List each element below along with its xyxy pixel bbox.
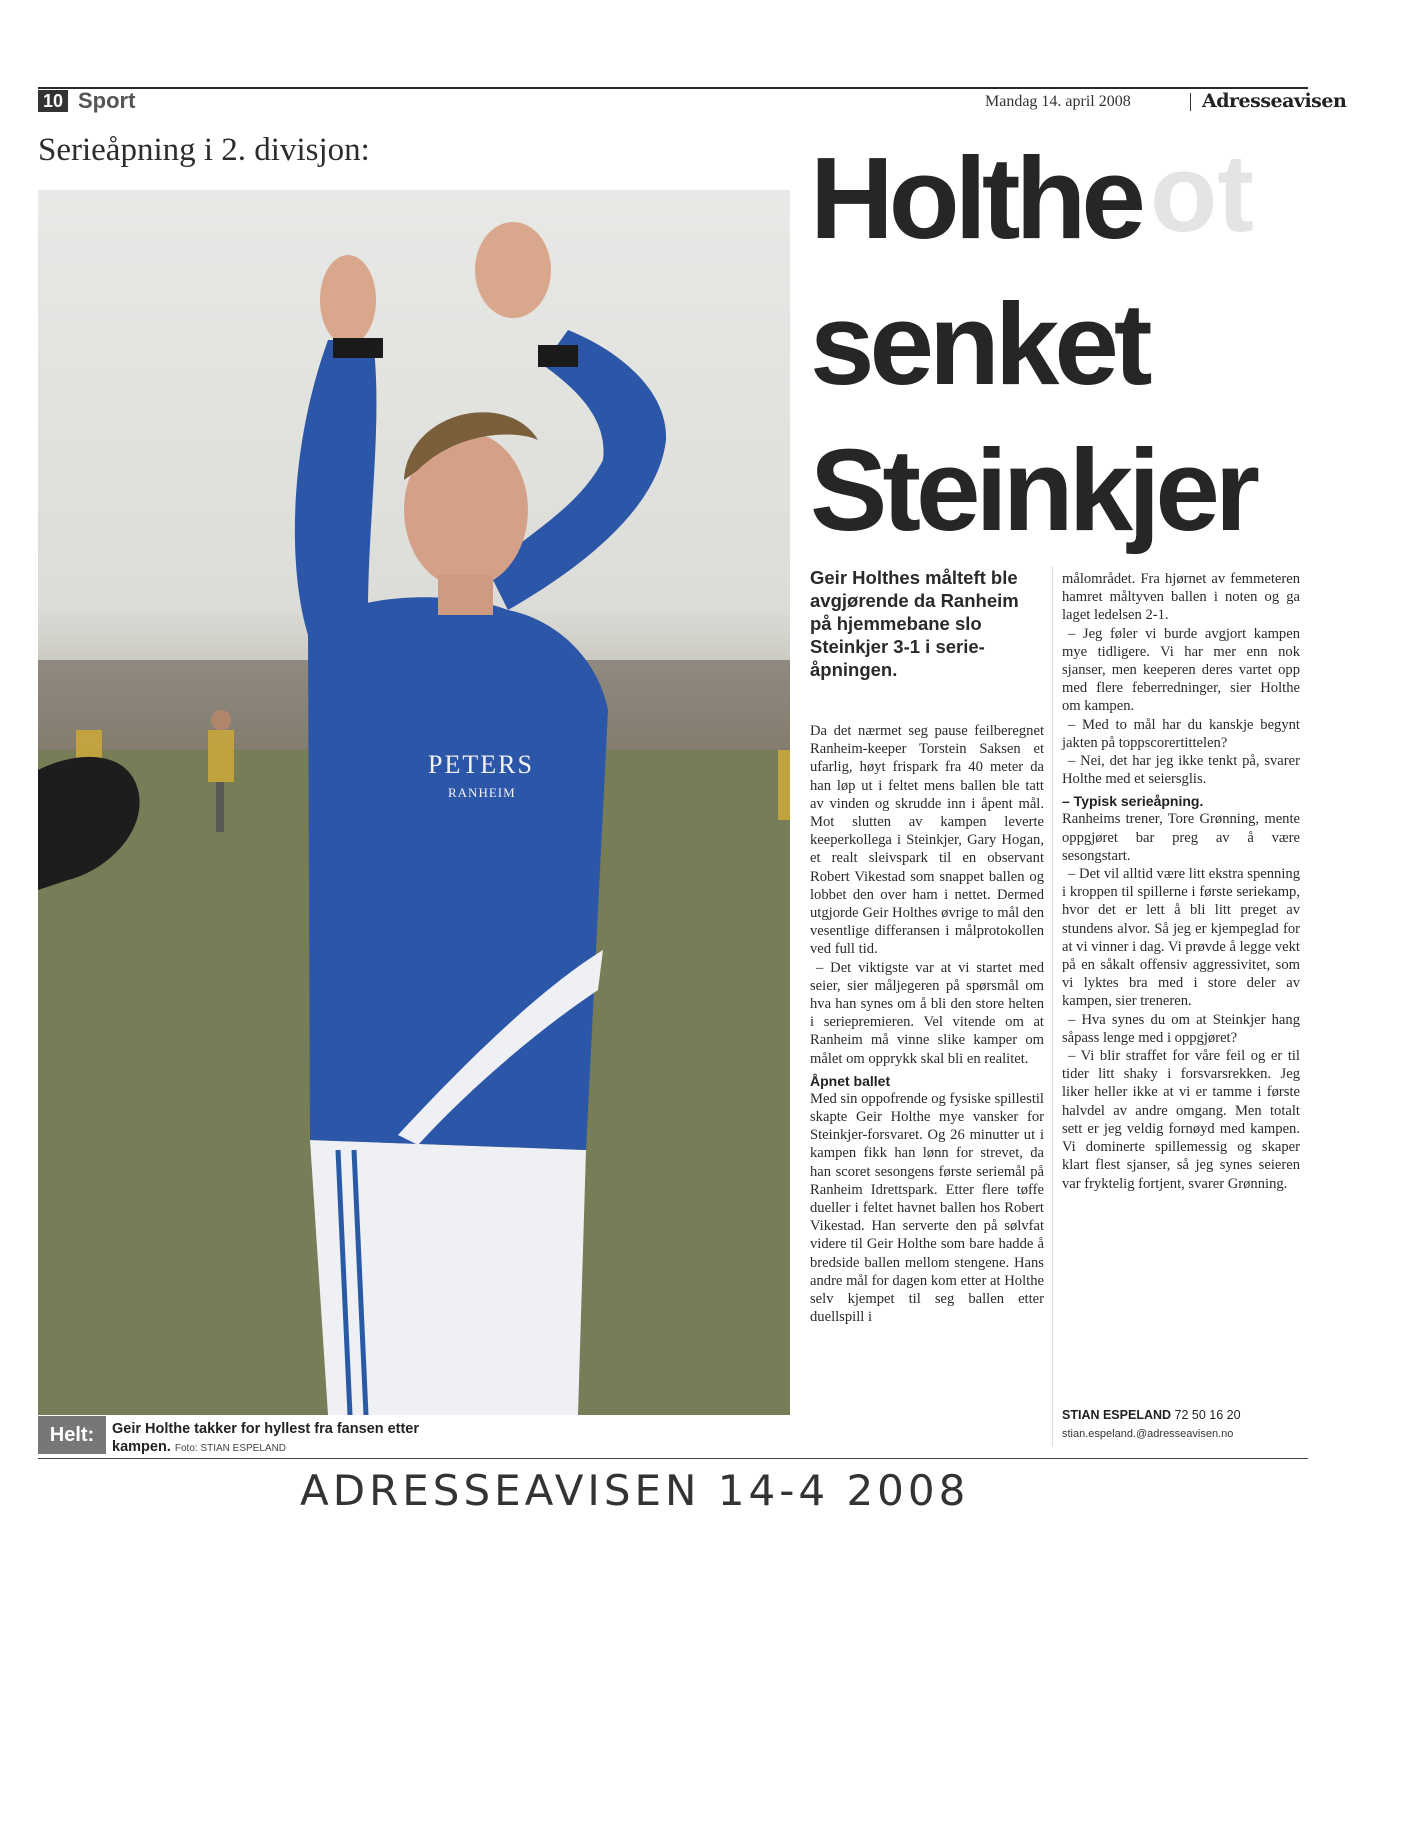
paragraph: – Med to mål har du kanskje begynt jakten på toppscorertittelen? xyxy=(1062,716,1300,751)
caption-label: Helt: xyxy=(38,1416,106,1454)
paragraph: – Vi blir straffet for våre feil og er til tider litt shaky i forsvarsrekken. Jeg liker heller ikke at vi er tamme i første halvdel av andre omgang. Men totalt sett er jeg veldig fornøyd med kampen. Vi dominerte spillemessig og skaper klart flest sjanser, så jeg synes seieren var fryktelig fortjent, svarer Grønning. xyxy=(1062,1048,1300,1192)
shirt-club: RANHEIM xyxy=(448,785,516,800)
article-column-1 xyxy=(810,722,1044,1327)
masthead-separator xyxy=(1190,93,1191,111)
paragraph: Ranheims trener, Tore Grønning, mente oppgjøret bar preg av å være sesongstart. xyxy=(1062,811,1300,864)
kicker: Serieåpning i 2. divisjon: xyxy=(38,132,370,168)
headline-line-2: senket xyxy=(810,279,1148,409)
byline-email: stian.espeland.@adresseavisen.no xyxy=(1062,1428,1234,1440)
column-rule xyxy=(1052,566,1053,1446)
byline xyxy=(1062,1408,1241,1422)
paragraph: – Jeg føler vi burde avgjort kampen mye tidligere. Vi har mer enn nok sjanser, men keeperen deres vartet opp med flere feberredninger, sier Holthe om kampen. xyxy=(1062,625,1300,715)
photo-credit: Foto: STIAN ESPELAND xyxy=(174,1443,287,1454)
bottom-rule xyxy=(38,1458,1308,1459)
paragraph: målområdet. Fra hjørnet av femmeteren hamret måltyven ballen i noten og ga laget ledelsen 2-1. xyxy=(1062,571,1300,624)
caption-body: Geir Holthe takker for hyllest fra fansen etter kampen. xyxy=(112,1421,420,1455)
headline-line-1: Holthe xyxy=(810,133,1141,263)
headline xyxy=(810,125,1310,563)
paragraph: – Det viktigste var at vi startet med seier, sier måljegeren på spørsmål om hva han synes om å bli den store helten i seriepremieren. Vel vitende om at Ranheim må vinne slike kamper om målet om opprykk skal bli en realitet. xyxy=(810,959,1044,1067)
subheading: – Typisk serieåpning. xyxy=(1062,793,1204,810)
photo-caption xyxy=(112,1420,442,1458)
bleed-through-decoration: ot xyxy=(1150,132,1254,255)
issue-date: Mandag 14. april 2008 xyxy=(985,93,1131,110)
paragraph: – Det vil alltid være litt ekstra spenning i kroppen til spillerne i første seriekamp, hvor det er lett å bli litt preget av stundens alvor. Så jeg er kjempeglad for at vi vinner i dag. Vi prøvde å legge vekt på en såkalt offensiv aggressivitet, som vi lyktes bra med i store deler av kampen, sier treneren. xyxy=(1062,866,1300,1010)
byline-phone: 72 50 16 20 xyxy=(1174,1408,1241,1422)
top-rule xyxy=(38,87,1308,89)
handwritten-source-note: ADRESSEAVISEN 14-4 2008 xyxy=(300,1466,970,1515)
page-number: 10 xyxy=(38,90,68,112)
paragraph: – Nei, det har jeg ikke tenkt på, svarer Holthe med et seiersglis. xyxy=(1062,753,1300,788)
newspaper-logo: Adresseavisen xyxy=(1202,90,1347,112)
paragraph: Da det nærmet seg pause feilberegnet Ranheim-keeper Torstein Saksen et ufarlig, høyt frispark fra 40 meter da han løp ut i feltet mens ballen ble tatt av vinden og skrudde inn i åpent mål. Mot slutten av kampen leverte keeperkollega i Steinkjer, Gary Hogan, et realt sleivspark til en observant Robert Vikestad som snappet ballen og lobbet den over ham i nettet. Dermed utgjorde Geir Holthes øvrige to mål den vesentlige differansen i målprotokollen ved full tid. xyxy=(810,723,1044,958)
player-photo xyxy=(38,190,790,1415)
lead-paragraph: Geir Holthes målteft ble avgjørende da Ranheim på hjemmebane slo Steinkjer 3-1 i serie-åpningen. xyxy=(810,567,1019,680)
shirt-sponsor: PETERS xyxy=(428,750,534,779)
paragraph: – Hva synes du om at Steinkjer hang såpass lenge med i oppgjøret? xyxy=(1062,1011,1300,1046)
byline-name: STIAN ESPELAND xyxy=(1062,1408,1172,1422)
subheading: Åpnet ballet xyxy=(810,1072,891,1089)
article-column-2 xyxy=(1062,570,1300,1193)
photo-illustration xyxy=(38,190,790,1415)
paragraph: Med sin oppofrende og fysiske spillestil skapte Geir Holthe mye vansker for Steinkjer-forsvaret. Og 26 minutter ut i kampen fikk han lønn for strevet, da han scoret sesongens første seriemål på Ranheim Idrettspark. Etter flere tøffe dueller i feltet havnet ballen hos Robert Vikestad. Han serverte den på sølvfat videre til Geir Holthe som bare hadde å bredside ballen mellom stengene. Hans andre mål for dagen kom etter at Holthe selv kjempet til seg ballen etter duellspill i xyxy=(810,1090,1044,1326)
section-label: Sport xyxy=(78,88,136,113)
headline-line-3: Steinkjer xyxy=(810,425,1255,555)
